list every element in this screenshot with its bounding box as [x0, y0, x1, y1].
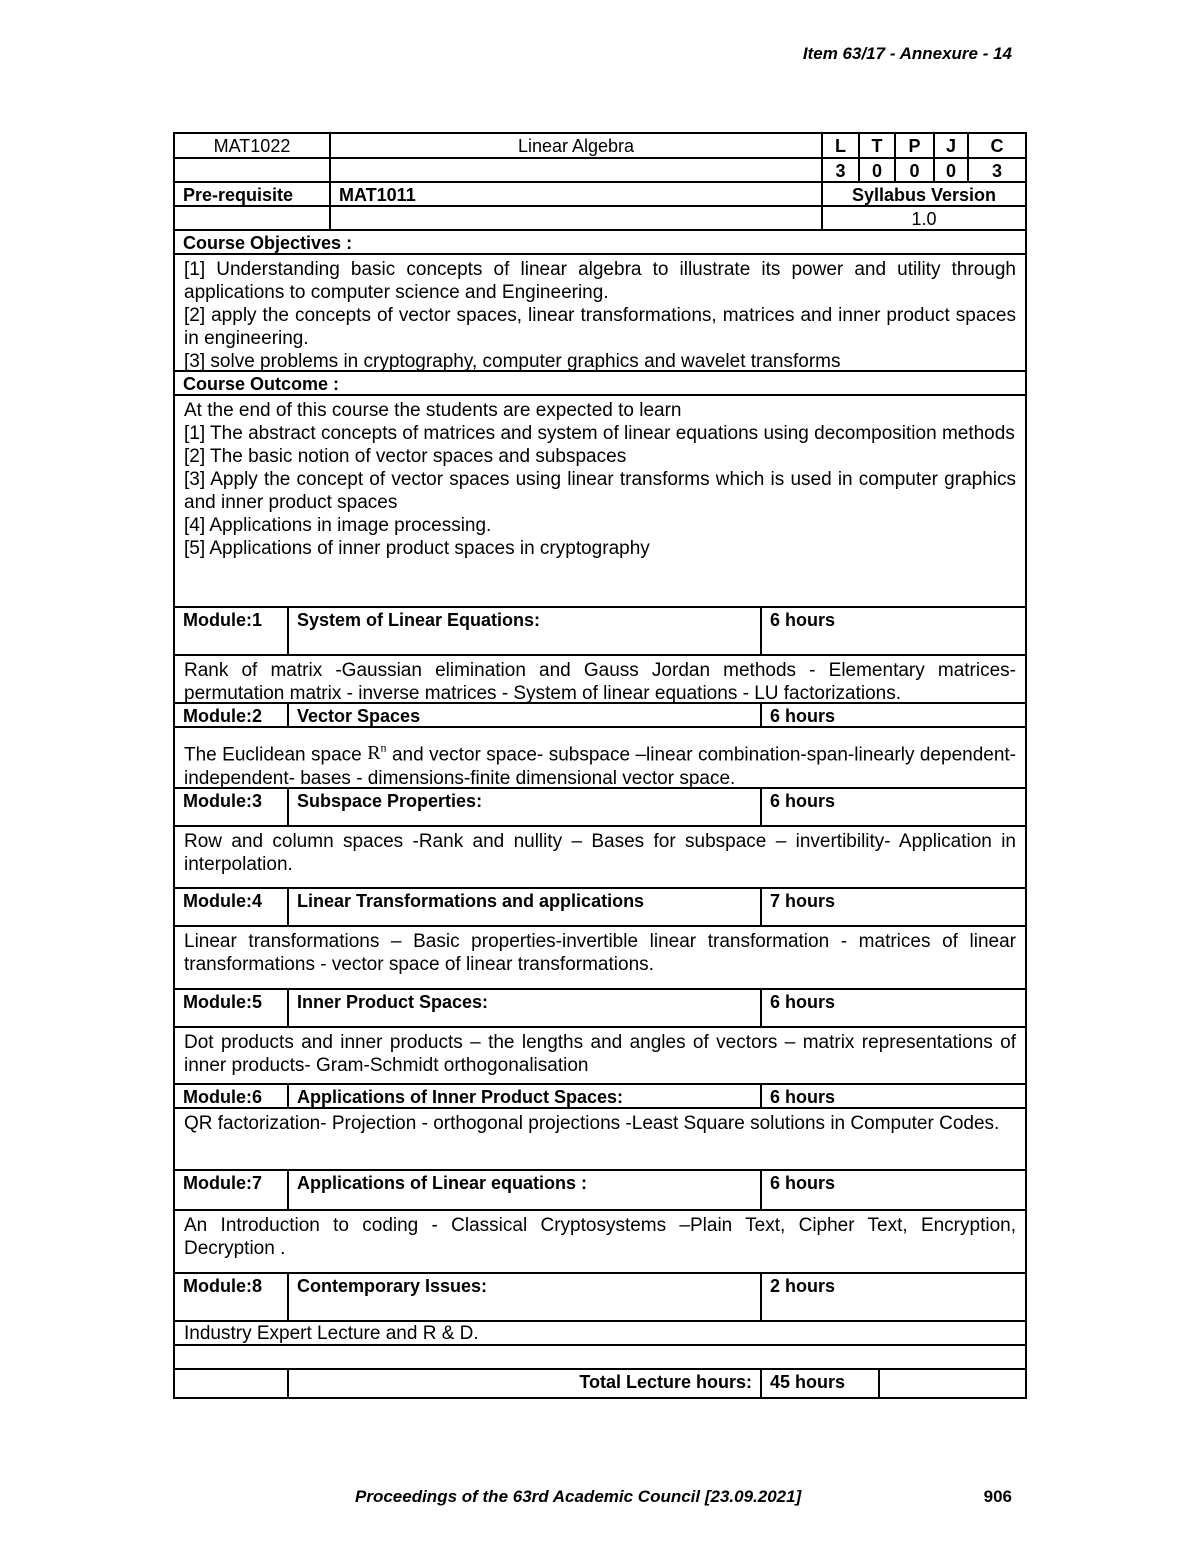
outcomes-content-row — [175, 396, 1025, 606]
module-content-row — [175, 1109, 1025, 1171]
module-content — [175, 728, 1025, 787]
module-content-row — [175, 827, 1025, 889]
objective-item: [1] Understanding basic concepts of linear algebra to illustrate its power and utility through applications to computer science and Engineering. — [184, 259, 1016, 303]
module-title: Vector Spaces — [289, 704, 762, 726]
module-label: Module:7 — [175, 1171, 289, 1209]
module-content: Row and column spaces -Rank and nullity – Bases for subspace – invertibility- Application in interpolation. — [184, 831, 1016, 875]
module-header-row — [175, 789, 1025, 827]
outcome-item: [3] Apply the concept of vector spaces using linear transforms which is used in computer graphics and inner product spaces — [184, 469, 1016, 513]
ltpjc-value: 0 — [896, 159, 935, 181]
ltpjc-value: 3 — [991, 161, 1002, 181]
objective-item: [2] apply the concepts of vector spaces, linear transformations, matrices and inner product spaces in engineering. — [184, 305, 1016, 349]
ltpjc-value: 3 — [823, 159, 860, 181]
syllabus-version-value: 1.0 — [911, 209, 937, 229]
course-code: MAT1022 — [175, 134, 331, 157]
module-header-row — [175, 608, 1025, 656]
module-label: Module:6 — [175, 1085, 289, 1107]
course-header-table — [173, 132, 1027, 608]
module-content: QR factorization- Projection - orthogonal projections -Least Square solutions in Computer Codes. — [184, 1113, 1000, 1134]
module-header-row — [175, 1171, 1025, 1211]
ltpjc-header: L — [823, 134, 860, 157]
prerequisite-value: MAT1011 — [331, 183, 823, 205]
module-label: Module:8 — [175, 1274, 289, 1320]
ltpjc-value: 0 — [860, 159, 896, 181]
module-content-post: and vector space- subspace –linear combination-span-linearly dependent-independent- bases - dimensions-finite dimensional vector space. — [184, 744, 1017, 789]
module-header-row — [175, 1274, 1025, 1322]
modules-table — [173, 606, 1027, 1399]
module-title: Linear Transformations and applications — [289, 889, 762, 925]
module-hours: 6 hours — [770, 791, 836, 811]
course-title: Linear Algebra — [331, 134, 823, 157]
outcomes-intro: At the end of this course the students are expected to learn — [184, 400, 682, 421]
module-content: Dot products and inner products – the lengths and angles of vectors – matrix representations of inner products- Gram-Schmidt orthogonalisation — [184, 1032, 1016, 1076]
outcome-item: [1] The abstract concepts of matrices and system of linear equations using decomposition methods — [184, 423, 1015, 444]
objectives-heading: Course Objectives : — [183, 233, 353, 253]
module-content-row — [175, 1028, 1025, 1085]
outcomes-heading-row — [175, 372, 1025, 396]
module-title: Contemporary Issues: — [289, 1274, 762, 1320]
outcomes-heading: Course Outcome : — [183, 374, 340, 394]
module-label: Module:4 — [175, 889, 289, 925]
module-content: Rank of matrix -Gaussian elimination and Gauss Jordan methods - Elementary matrices- permutation matrix - inverse matrices - System of linear equations - LU factorizations. — [184, 660, 1016, 704]
module-hours: 6 hours — [770, 1173, 836, 1193]
total-hours-label: Total Lecture hours: — [289, 1370, 762, 1397]
objectives-content-row — [175, 255, 1025, 372]
ltpjc-value: 0 — [935, 159, 969, 181]
module-content-row — [175, 1322, 1025, 1346]
page-number: 906 — [983, 1487, 1012, 1506]
module-content-row — [175, 927, 1025, 990]
module-hours: 6 hours — [770, 706, 836, 726]
prerequisite-row — [175, 183, 1025, 207]
objective-item: [3] solve problems in cryptography, computer graphics and wavelet transforms — [184, 351, 841, 372]
module-header-row — [175, 990, 1025, 1028]
module-content: Industry Expert Lecture and R & D. — [184, 1323, 479, 1344]
module-content-row — [175, 656, 1025, 704]
module-content: An Introduction to coding - Classical Cryptosystems –Plain Text, Cipher Text, Encryption, Decryption . — [184, 1215, 1016, 1259]
module-hours: 2 hours — [770, 1276, 836, 1296]
module-header-row — [175, 704, 1025, 728]
module-label: Module:3 — [175, 789, 289, 825]
module-hours: 7 hours — [770, 891, 836, 911]
objectives-list — [175, 255, 1025, 370]
ltpjc-values-row — [175, 159, 1025, 183]
outcomes-list — [175, 396, 1025, 606]
course-title-row — [175, 134, 1025, 159]
module-hours: 6 hours — [770, 610, 836, 630]
module-label: Module:2 — [175, 704, 289, 726]
euclidean-space-symbol: $R^n$ — [367, 740, 387, 764]
module-content-pre: The Euclidean space — [184, 744, 362, 766]
module-header-row — [175, 1085, 1025, 1109]
prerequisite-label: Pre-requisite — [175, 183, 331, 205]
module-title: System of Linear Equations: — [289, 608, 762, 654]
module-title: Subspace Properties: — [289, 789, 762, 825]
total-hours-row — [175, 1370, 1025, 1397]
module-header-row — [175, 889, 1025, 927]
outcome-item: [4] Applications in image processing. — [184, 515, 492, 536]
module-label: Module:1 — [175, 608, 289, 654]
syllabus-version-label: Syllabus Version — [851, 185, 997, 205]
module-content-row — [175, 728, 1025, 789]
total-hours-value: 45 hours — [762, 1370, 880, 1397]
outcome-item: [2] The basic notion of vector spaces and subspaces — [184, 446, 627, 467]
blank-row — [175, 1346, 1025, 1370]
module-title: Inner Product Spaces: — [289, 990, 762, 1026]
module-content: Linear transformations – Basic properties-invertible linear transformation - matrices of linear transformations - vector space of linear transformations. — [184, 931, 1016, 975]
module-label: Module:5 — [175, 990, 289, 1026]
syllabus-version-row — [175, 207, 1025, 231]
ltpjc-header: J — [935, 134, 969, 157]
ltpjc-header: C — [990, 136, 1004, 156]
ltpjc-header: T — [860, 134, 896, 157]
objectives-heading-row — [175, 231, 1025, 255]
outcome-item: [5] Applications of inner product spaces in cryptography — [184, 538, 650, 559]
ltpjc-header: P — [896, 134, 935, 157]
module-title: Applications of Linear equations : — [289, 1171, 762, 1209]
module-hours: 6 hours — [770, 992, 836, 1012]
proceedings-footer: Proceedings of the 63rd Academic Council [23.09.2021] — [355, 1487, 802, 1506]
annexure-note: Item 63/17 - Annexure - 14 — [802, 44, 1012, 63]
module-title: Applications of Inner Product Spaces: — [289, 1085, 762, 1107]
module-content-row — [175, 1211, 1025, 1274]
module-hours: 6 hours — [770, 1087, 836, 1107]
